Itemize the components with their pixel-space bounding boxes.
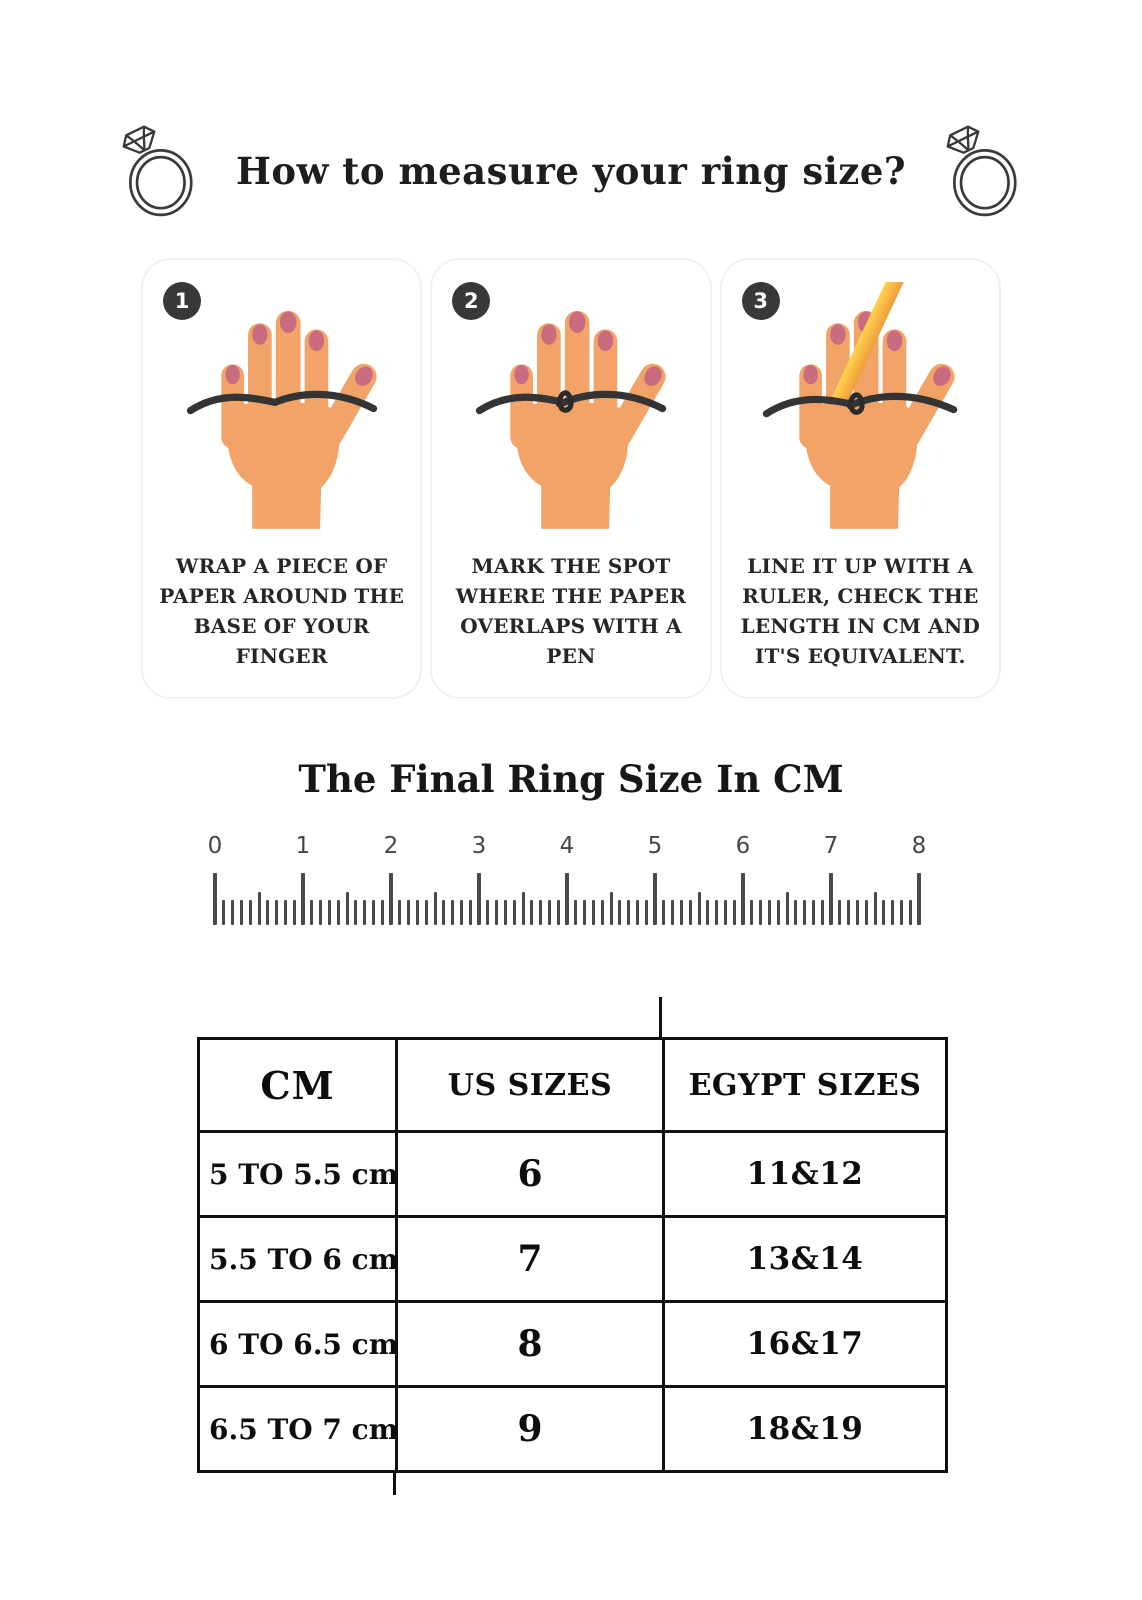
table-header-egypt-sizes: EGYPT SIZES bbox=[664, 1039, 947, 1132]
ruler-tick bbox=[856, 900, 859, 925]
title-row bbox=[0, 0, 1142, 220]
ruler-tick bbox=[803, 900, 806, 925]
ruler-tick bbox=[618, 900, 621, 925]
ruler-tick bbox=[266, 900, 269, 925]
table-cell-us: 9 bbox=[397, 1387, 664, 1472]
ruler-tick bbox=[451, 900, 454, 925]
ruler-tick bbox=[363, 900, 366, 925]
ruler-tick bbox=[636, 900, 639, 925]
ruler-number: 5 bbox=[647, 833, 663, 859]
ruler-tick bbox=[592, 900, 595, 925]
hand-illustration-ruler bbox=[752, 282, 968, 529]
ruler-tick bbox=[249, 900, 252, 925]
ruler-tick bbox=[882, 900, 885, 925]
ruler-tick bbox=[539, 900, 542, 925]
ruler-tick bbox=[759, 900, 762, 925]
ruler-tick bbox=[610, 892, 613, 925]
ruler-tick bbox=[601, 900, 604, 925]
ruler-graphic bbox=[207, 833, 927, 925]
table-header-row bbox=[199, 1039, 947, 1132]
ruler-tick bbox=[565, 873, 569, 925]
ruler-tick bbox=[794, 900, 797, 925]
ruler-number: 2 bbox=[383, 833, 399, 859]
ruler-number: 3 bbox=[471, 833, 487, 859]
step-1-text: WRAP A PIECE OF PAPER AROUND THE BASE OF YOUR FINGER bbox=[159, 554, 405, 668]
ruler-tick bbox=[653, 873, 657, 925]
ruler-tick bbox=[627, 900, 630, 925]
ruler-tick bbox=[724, 900, 727, 925]
ruler-tick bbox=[662, 900, 665, 925]
step-1-badge bbox=[163, 282, 201, 320]
ruler-tick bbox=[829, 873, 833, 925]
ruler-tick bbox=[434, 892, 437, 925]
table-row bbox=[199, 1302, 947, 1387]
ruler-tick bbox=[522, 892, 525, 925]
ruler-tick bbox=[557, 900, 560, 925]
ruler-tick bbox=[398, 900, 401, 925]
ruler-tick bbox=[645, 900, 648, 925]
ruler-tick bbox=[354, 900, 357, 925]
ruler-number: 6 bbox=[735, 833, 751, 859]
table-line-artifact-bottom bbox=[393, 1473, 396, 1495]
ruler-tick bbox=[750, 900, 753, 925]
table-cell-egypt: 11&12 bbox=[664, 1132, 947, 1217]
ruler-tick bbox=[786, 892, 789, 925]
ruler-tick bbox=[425, 900, 428, 925]
table-cell-cm: 6 TO 6.5 cm bbox=[199, 1302, 397, 1387]
ruler-tick bbox=[671, 900, 674, 925]
table-header-cm: CM bbox=[199, 1039, 397, 1132]
table-header-us-sizes: US SIZES bbox=[397, 1039, 664, 1132]
table-row bbox=[199, 1387, 947, 1472]
ruler-tick bbox=[900, 900, 903, 925]
step-card-1 bbox=[141, 258, 422, 699]
ruler-tick bbox=[389, 873, 393, 925]
ruler-tick bbox=[733, 900, 736, 925]
step-card-3 bbox=[720, 258, 1001, 699]
ruler-tick bbox=[495, 900, 498, 925]
ruler-tick bbox=[346, 892, 349, 925]
table-cell-us: 6 bbox=[397, 1132, 664, 1217]
step-3-text: LINE IT UP WITH A RULER, CHECK THE LENGTH IN CM AND IT'S EQUIVALENT. bbox=[740, 554, 980, 668]
hand-illustration-mark-spot bbox=[463, 282, 679, 529]
table-line-artifact-top bbox=[659, 997, 662, 1037]
ruler-number: 4 bbox=[559, 833, 575, 859]
ruler-tick bbox=[310, 900, 313, 925]
ruler-tick bbox=[222, 900, 225, 925]
steps-row bbox=[141, 258, 1001, 699]
ruler-tick bbox=[741, 873, 745, 925]
page-title: How to measure your ring size? bbox=[235, 149, 907, 193]
ruler-tick bbox=[917, 873, 921, 925]
table-cell-cm: 5 TO 5.5 cm bbox=[199, 1132, 397, 1217]
step-2-text: MARK THE SPOT WHERE THE PAPER OVERLAPS WITH A PEN bbox=[455, 554, 687, 668]
ruler-tick bbox=[777, 900, 780, 925]
size-table bbox=[197, 1037, 948, 1473]
table-cell-us: 7 bbox=[397, 1217, 664, 1302]
table-cell-egypt: 18&19 bbox=[664, 1387, 947, 1472]
ruler-tick bbox=[328, 900, 331, 925]
ruler-tick bbox=[583, 900, 586, 925]
ruler-number: 8 bbox=[911, 833, 927, 859]
ruler-tick bbox=[416, 900, 419, 925]
ruler-tick bbox=[847, 900, 850, 925]
ruler-number: 7 bbox=[823, 833, 839, 859]
ruler-tick bbox=[231, 900, 234, 925]
ruler-tick bbox=[680, 900, 683, 925]
size-table-wrap bbox=[197, 1037, 945, 1473]
ruler-tick bbox=[240, 900, 243, 925]
step-3-number: 3 bbox=[753, 289, 768, 313]
ruler-tick bbox=[698, 892, 701, 925]
ruler-tick bbox=[530, 900, 533, 925]
table-cell-egypt: 16&17 bbox=[664, 1302, 947, 1387]
ruler-tick bbox=[372, 900, 375, 925]
step-3-badge bbox=[742, 282, 780, 320]
ruler-tick bbox=[706, 900, 709, 925]
ruler-tick bbox=[715, 900, 718, 925]
ruler-tick bbox=[513, 900, 516, 925]
ruler-tick bbox=[548, 900, 551, 925]
ruler-tick bbox=[504, 900, 507, 925]
ruler-tick bbox=[293, 900, 296, 925]
ruler-tick bbox=[477, 873, 481, 925]
ruler-number: 1 bbox=[295, 833, 311, 859]
ruler-tick bbox=[909, 900, 912, 925]
ruler-tick bbox=[821, 900, 824, 925]
ruler-tick bbox=[319, 900, 322, 925]
step-card-2 bbox=[430, 258, 711, 699]
hand-illustration-wrap-paper bbox=[174, 282, 390, 529]
ruler-tick bbox=[460, 900, 463, 925]
ruler-tick bbox=[275, 900, 278, 925]
step-1-number: 1 bbox=[174, 289, 190, 313]
ruler-tick bbox=[301, 873, 305, 925]
ruler-tick bbox=[213, 873, 217, 925]
table-cell-egypt: 13&14 bbox=[664, 1217, 947, 1302]
table-row bbox=[199, 1132, 947, 1217]
ruler-tick bbox=[284, 900, 287, 925]
diamond-ring-icon bbox=[116, 122, 202, 220]
ruler-tick bbox=[768, 900, 771, 925]
ruler-tick bbox=[838, 900, 841, 925]
table-cell-cm: 5.5 TO 6 cm bbox=[199, 1217, 397, 1302]
ruler-number: 0 bbox=[207, 833, 223, 859]
ruler-tick bbox=[258, 892, 261, 925]
table-cell-cm: 6.5 TO 7 cm bbox=[199, 1387, 397, 1472]
ruler-tick bbox=[874, 892, 877, 925]
diamond-ring-icon bbox=[940, 122, 1026, 220]
ruler-tick bbox=[407, 900, 410, 925]
ruler-tick bbox=[486, 900, 489, 925]
ruler-tick bbox=[381, 900, 384, 925]
ruler-tick bbox=[865, 900, 868, 925]
ruler-tick bbox=[337, 900, 340, 925]
table-row bbox=[199, 1217, 947, 1302]
ruler-tick bbox=[891, 900, 894, 925]
ruler-section-title: The Final Ring Size In CM bbox=[298, 757, 844, 801]
ruler-tick bbox=[574, 900, 577, 925]
table-cell-us: 8 bbox=[397, 1302, 664, 1387]
ruler-tick bbox=[442, 900, 445, 925]
step-2-number: 2 bbox=[464, 289, 479, 313]
ruler-tick bbox=[812, 900, 815, 925]
ruler-tick bbox=[469, 900, 472, 925]
ruler-tick bbox=[689, 900, 692, 925]
